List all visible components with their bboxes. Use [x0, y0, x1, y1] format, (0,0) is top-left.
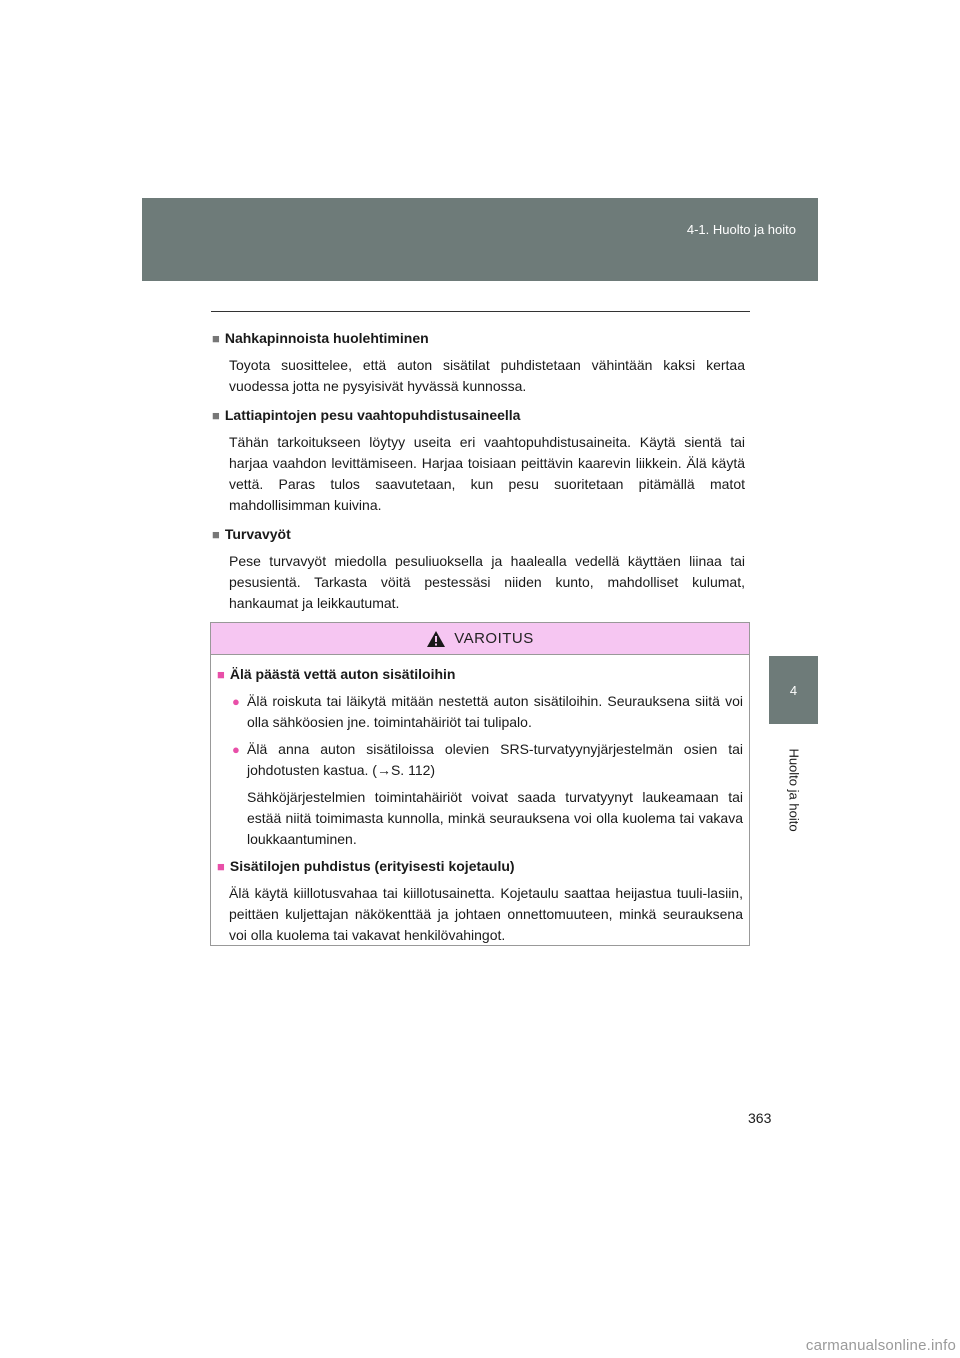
header-band [142, 198, 818, 281]
chapter-side-label: Huolto ja hoito [786, 748, 802, 832]
main-content [212, 328, 745, 622]
warning-triangle-icon [426, 630, 446, 648]
section-title: 4-1. Huolto ja hoito [686, 222, 796, 237]
warning-heading: ■ Älä päästä vettä auton sisätiloihin [217, 666, 456, 682]
square-bullet-icon: ■ [212, 527, 220, 542]
warning-body [211, 655, 749, 946]
warning-bullet: ● Älä anna auton sisätiloissa olevien SRS-turvatyynyjärjestelmän osien tai johdotusten kastua. (→S. 112) [232, 741, 743, 778]
section-text: Tähän tarkoitukseen löytyy useita eri vaahtopuhdistusaineita. Käytä sientä tai harjaa vaahdon levittämiseen. Harjaa toisiaan peittävin kaarevin liikkein. Älä käytä vettä. Paras tulos saavutetaan, kun pesu suoritetaan pitämällä matot mahdollisimman kuivina. [229, 434, 745, 513]
square-bullet-icon: ■ [217, 859, 225, 874]
page-number: 363 [748, 1110, 772, 1126]
watermark: carmanualsonline.info [805, 1337, 956, 1354]
warning-text: Älä käytä kiillotusvahaa tai kiillotusainetta. Kojetaulu saattaa heijastua tuuli-lasiin, peittäen kuljettajan näkökenttää ja johtaen onnettomuuteen, minkä seurauksena voi olla kuolema tai vakavat henkilövahingot. [229, 885, 743, 943]
warning-note: Sähköjärjestelmien toimintahäiriöt voivat saada turvatyynyt laukeamaan tai estää niitä toimimasta kunnolla, minkä seurauksena voi olla kuolema tai vakava loukkaantuminen. [247, 789, 743, 847]
round-bullet-icon: ● [232, 742, 240, 757]
section-heading: ■ Lattiapintojen pesu vaahtopuhdistusaineella [212, 407, 521, 423]
section-text: Pese turvavyöt miedolla pesuliuoksella ja haalealla vedellä käyttäen liinaa tai pesusientä. Tarkasta vöitä pestessäsi niiden kunto, mahdolliset kulumat, hankaumat ja leikkautumat. [229, 553, 745, 611]
warning-heading: ■ Sisätilojen puhdistus (erityisesti kojetaulu) [217, 858, 515, 874]
square-bullet-icon: ■ [217, 667, 225, 682]
warning-header [211, 623, 749, 655]
warning-bullet: ● Älä roiskuta tai läikytä mitään nestettä auton sisätiloihin. Seurauksena siitä voi olla sähköosien jne. toimintahäiriöt tai tulipalo. [232, 693, 743, 730]
warning-label: VAROITUS [454, 630, 534, 647]
section-heading: ■ Turvavyöt [212, 526, 291, 542]
square-bullet-icon: ■ [212, 331, 220, 346]
section-text: Toyota suosittelee, että auton sisätilat puhdistetaan vähintään kaksi kertaa vuodessa jotta ne pysyisivät hyvässä kunnossa. [229, 357, 745, 394]
top-divider [211, 311, 750, 312]
chapter-number: 4 [789, 682, 798, 698]
warning-box [210, 622, 750, 946]
chapter-tab [769, 656, 818, 724]
square-bullet-icon: ■ [212, 408, 220, 423]
round-bullet-icon: ● [232, 694, 240, 709]
section-heading: ■ Nahkapinnoista huolehtiminen [212, 330, 429, 346]
